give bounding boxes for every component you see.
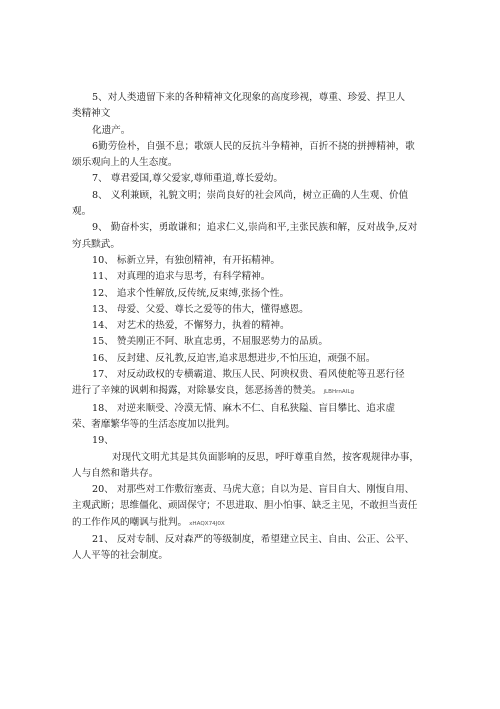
text-line-content: 21、 反对专制、反对森严的等级制度，希望建立民主、自由、公正、公平、 — [92, 534, 415, 546]
text-line-content: 10、 标新立异，有独创精神，有开拓精神。 — [92, 254, 280, 266]
text-line-content: 17、 对反动政权的专横霸道、欺压人民、阿谀权贵、看风使舵等丑恶行径 — [92, 369, 405, 381]
text-line — [72, 171, 432, 187]
text-line-content: 类精神文 — [72, 108, 111, 120]
text-line — [72, 90, 432, 106]
text-line-content: 颂乐观向上的人生态度。 — [72, 157, 178, 169]
text-line-content: 荣、奢靡繁华等的生活态度加以批判。 — [72, 418, 236, 430]
text-line-content: 19、 — [92, 435, 114, 447]
text-line — [72, 532, 432, 548]
text-line-content: 对现代文明尤其是其负面影响的反思，呼吁尊重自然，按客观规律办事， — [112, 451, 419, 463]
watermark-code: xHAQX74J0X — [189, 520, 225, 527]
text-line — [72, 433, 432, 449]
text-line — [72, 106, 432, 122]
text-line — [72, 253, 432, 269]
text-line-content: 20、 对那些对工作敷衍塞责、马虎大意；自以为是、盲目自大、刚愎自用、 — [92, 484, 415, 496]
text-line-content: 人人平等的社会制度。 — [72, 550, 168, 562]
text-line-content: 9、 勤奋朴实，勇敢谦和；追求仁义,崇尚和平,主张民族和解，反对战争,反对 — [92, 222, 418, 234]
text-line-content: 进行了辛辣的讽刺和揭露，对除暴安良，惩恶扬善的赞美。 — [72, 385, 322, 397]
text-line-content: 11、 对真理的追求与思考，有科学精神。 — [92, 271, 271, 283]
text-line-content: 人与自然和谐共存。 — [72, 467, 159, 479]
text-line-content: 18、 对逆来顺受、冷漠无情、麻木不仁、自私狭隘、盲目攀比、追求虚 — [92, 402, 396, 414]
text-line — [72, 237, 432, 253]
text-line — [72, 351, 432, 367]
text-line-content: 5、对人类遗留下来的各种精神文化现象的高度珍视，尊重、珍爱、捍卫人 — [92, 92, 406, 103]
text-line — [72, 367, 432, 383]
text-line-content: 15、 赞美刚正不阿、耿直忠勇，不屈服恶势力的品质。 — [92, 336, 328, 348]
text-line-content: 观。 — [72, 206, 92, 218]
text-line-content: 化遗产。 — [92, 124, 131, 136]
text-line — [72, 450, 432, 466]
text-line — [72, 155, 432, 171]
text-line — [72, 286, 432, 302]
text-line-content: 的工作作风的嘲讽与批判。 — [72, 516, 188, 528]
text-line — [72, 482, 432, 498]
text-line-content: 14、 对艺术的热爱，不懈努力，执着的精神。 — [92, 320, 290, 332]
text-line-content: 7、 尊君爱国,尊父爱家,尊师重道,尊长爱幼。 — [92, 173, 283, 185]
text-line — [72, 269, 432, 285]
text-line — [72, 417, 432, 433]
text-line-content: 13、 母爱、父爱、尊长之爱等的伟大，懂得感恩。 — [92, 303, 309, 315]
text-line — [72, 302, 432, 318]
text-line — [72, 139, 432, 155]
text-line — [72, 515, 432, 532]
text-line-content: 主观武断；思维僵化、顽固保守；不思进取、胆小怕事、缺乏主见，不敢担当责任 — [72, 500, 418, 512]
text-line-content: 12、 追求个性解放,反传统,反束缚,张扬个性。 — [92, 287, 290, 299]
text-line — [72, 318, 432, 334]
text-line — [72, 548, 432, 564]
text-line — [72, 220, 432, 236]
text-line — [72, 498, 432, 514]
text-line — [72, 123, 432, 139]
watermark-code: jLBHrnAILg — [323, 389, 355, 396]
document-body — [72, 90, 432, 565]
text-line — [72, 466, 432, 482]
text-line — [72, 334, 432, 350]
text-line — [72, 204, 432, 220]
text-line — [72, 383, 432, 400]
text-line — [72, 401, 432, 417]
text-line-content: 16、 反封建、反礼教,反迫害,追求思想进步,不怕压迫，顽强不屈。 — [92, 352, 376, 364]
text-line-content: 6勤劳俭朴，自强不息；歌颂人民的反抗斗争精神，百折不挠的拼搏精神，歌 — [92, 140, 415, 152]
text-line-content: 穷兵黩武。 — [72, 238, 120, 250]
text-line — [72, 188, 432, 204]
text-line-content: 8、 义利兼顾，礼貌文明；崇尚良好的社会风尚，树立正确的人生观、价值 — [92, 189, 409, 201]
